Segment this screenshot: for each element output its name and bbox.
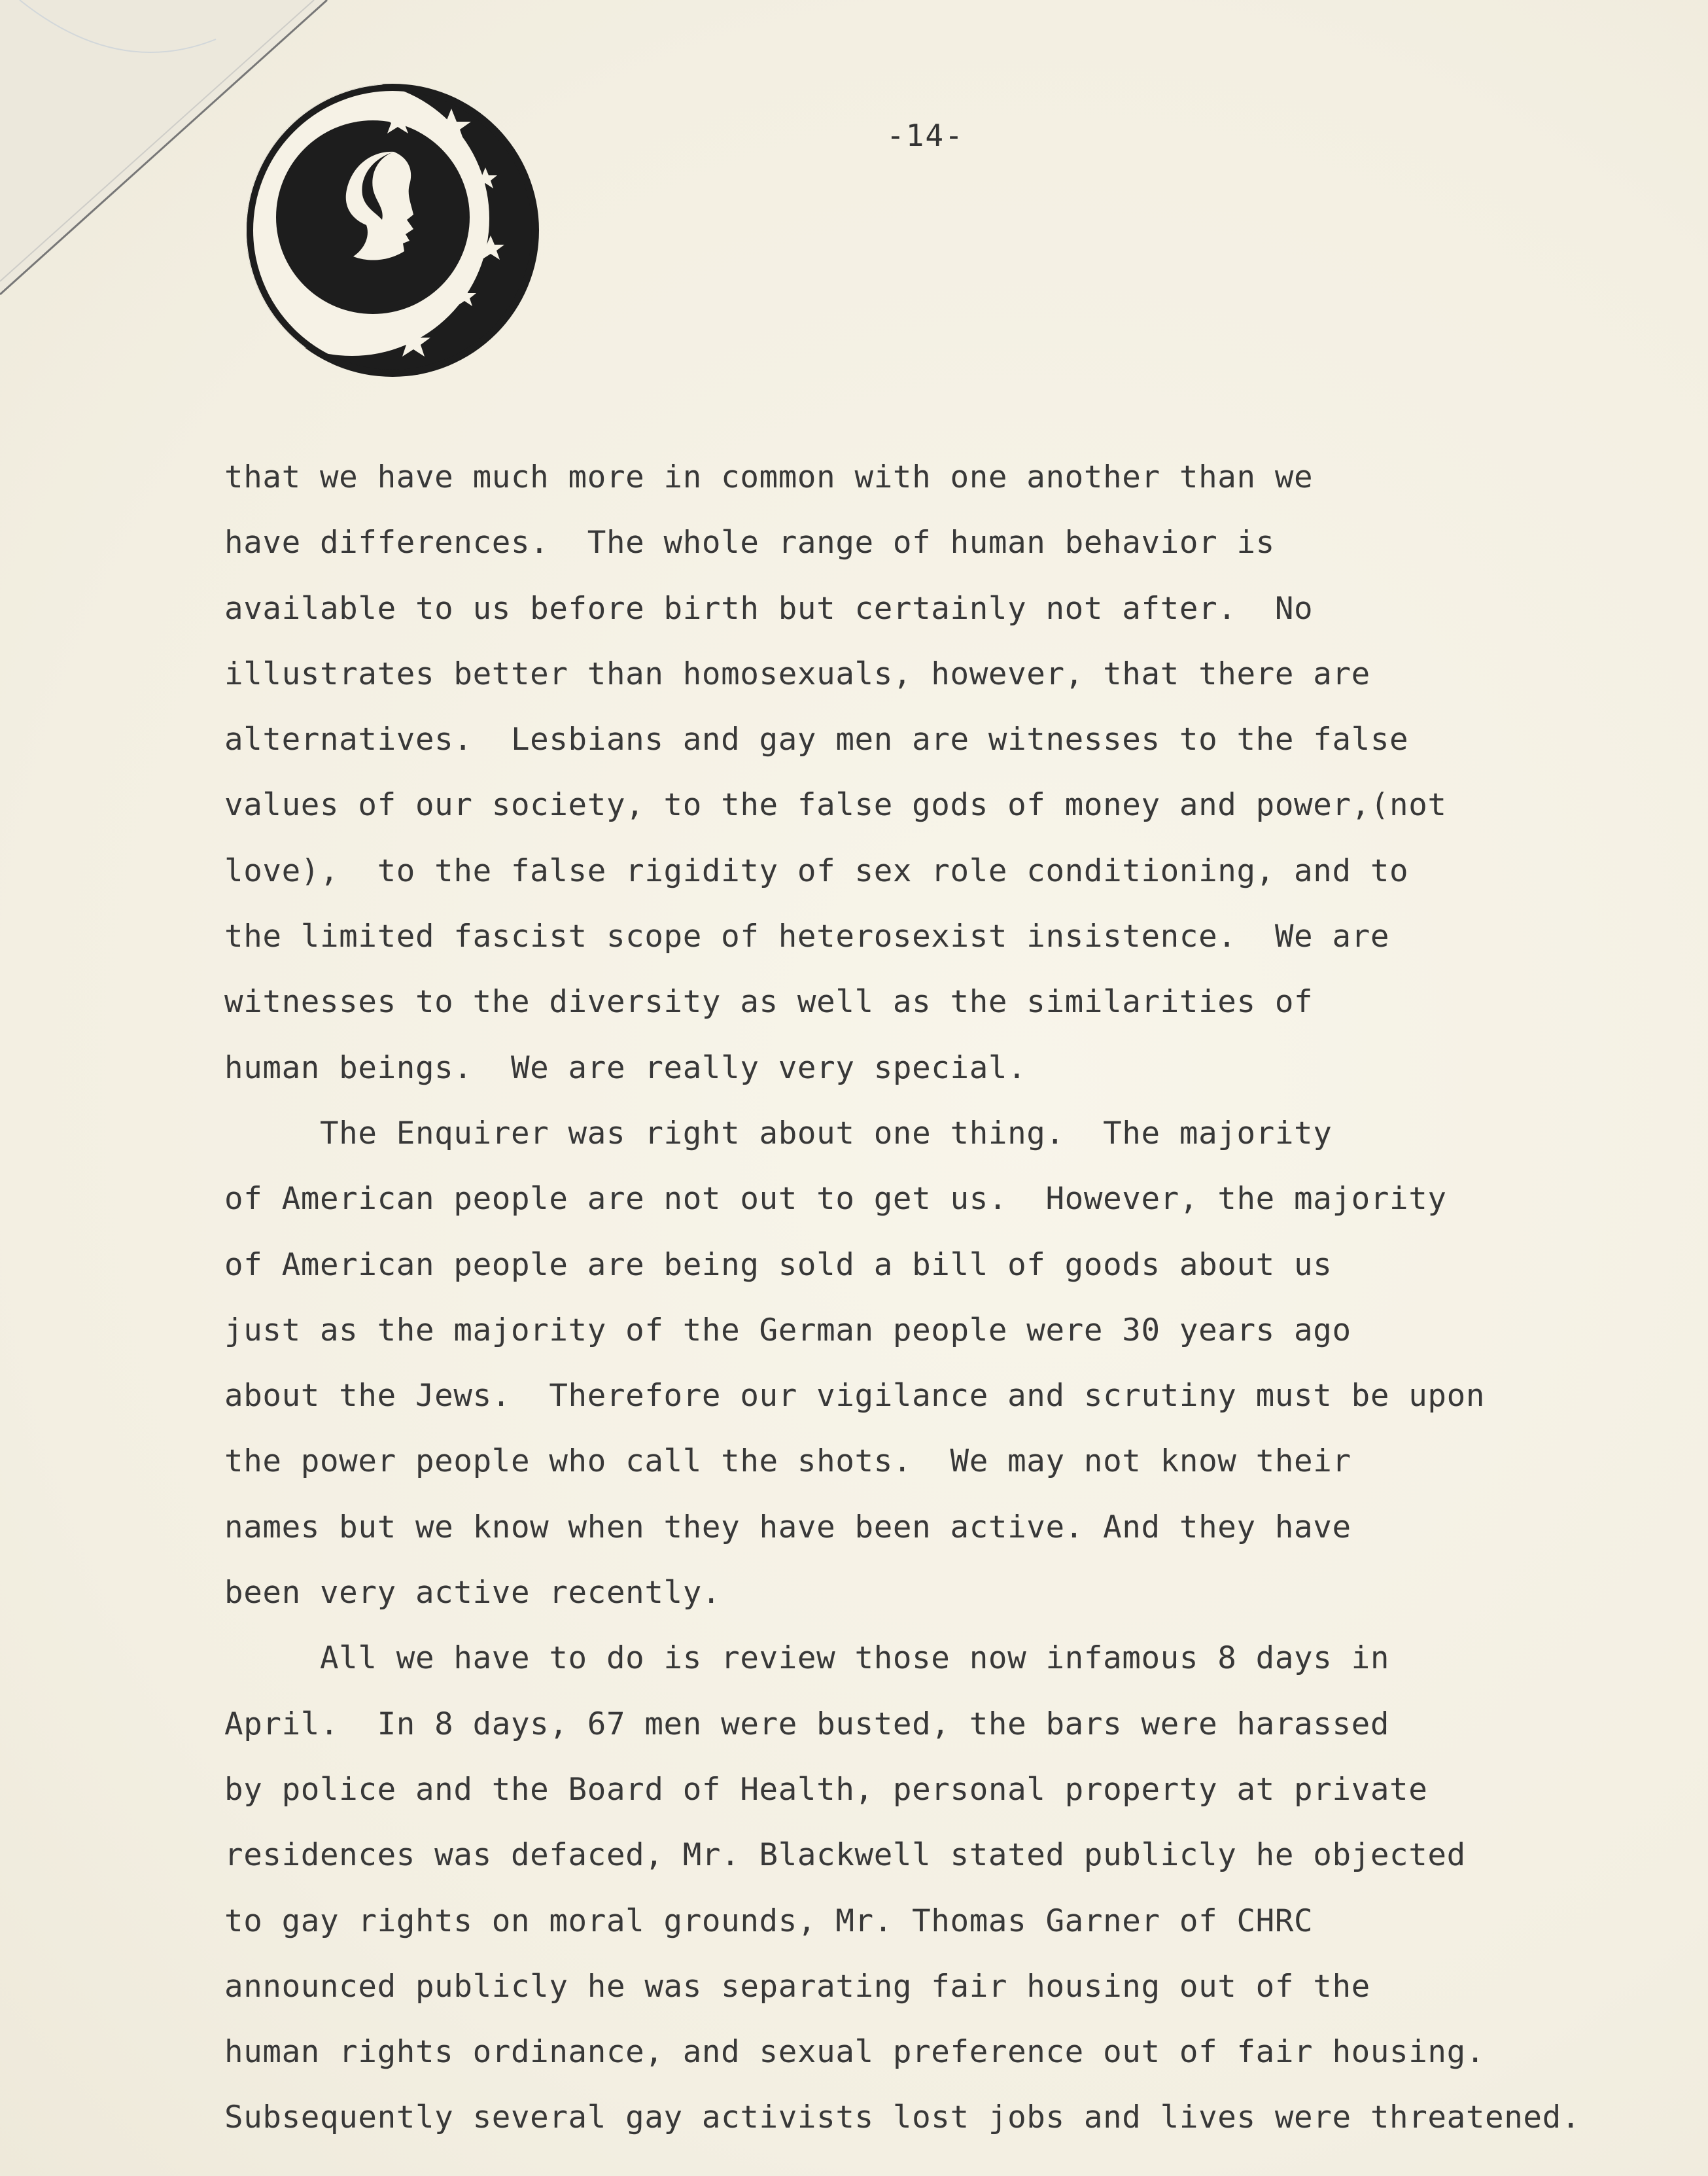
text-line: Subsequently several gay activists lost jobs and lives were threatened. [224, 2099, 1581, 2136]
text-line: The Enquirer was right about one thing. The majority [224, 1115, 1333, 1151]
text-line: human beings. We are really very special. [224, 1049, 1027, 1086]
body-text [224, 445, 1696, 2151]
text-line: about the Jews. Therefore our vigilance and scrutiny must be upon [224, 1378, 1486, 1414]
text-line: available to us before birth but certainly not after. No [224, 590, 1314, 627]
text-line: of American people are not out to get us. However, the majority [224, 1181, 1447, 1218]
text-line: by police and the Board of Health, personal property at private [224, 1771, 1428, 1808]
text-line: just as the majority of the German people were 30 years ago [224, 1312, 1351, 1348]
text-line: of American people are being sold a bill of goods about us [224, 1246, 1333, 1283]
text-line: All we have to do is review those now infamous 8 days in [224, 1640, 1390, 1677]
text-line: to gay rights on moral grounds, Mr. Thomas Garner of CHRC [224, 1903, 1314, 1939]
text-line: illustrates better than homosexuals, however, that there are [224, 656, 1370, 692]
text-line: alternatives. Lesbians and gay men are witnesses to the false [224, 722, 1409, 758]
crescent-moon-logo-icon [242, 80, 543, 381]
text-line: love), to the false rigidity of sex role conditioning, and to [224, 852, 1409, 889]
page-number: -14- [886, 118, 964, 153]
text-line: have differences. The whole range of human behavior is [224, 525, 1275, 561]
text-line: April. In 8 days, 67 men were busted, the bars were harassed [224, 1706, 1390, 1742]
text-line: that we have much more in common with one another than we [224, 459, 1314, 495]
text-line: the limited fascist scope of heterosexist insistence. We are [224, 919, 1390, 955]
text-line: residences was defaced, Mr. Blackwell stated publicly he objected [224, 1837, 1466, 1874]
text-line: values of our society, to the false gods of money and power,(not [224, 787, 1447, 824]
text-line: the power people who call the shots. We may not know their [224, 1443, 1351, 1480]
text-line: announced publicly he was separating fair housing out of the [224, 1968, 1370, 2005]
text-line: been very active recently. [224, 1575, 722, 1611]
text-line: witnesses to the diversity as well as the similarities of [224, 984, 1314, 1021]
text-line: human rights ordinance, and sexual preference out of fair housing. [224, 2034, 1486, 2071]
text-line: names but we know when they have been active. And they have [224, 1509, 1351, 1545]
